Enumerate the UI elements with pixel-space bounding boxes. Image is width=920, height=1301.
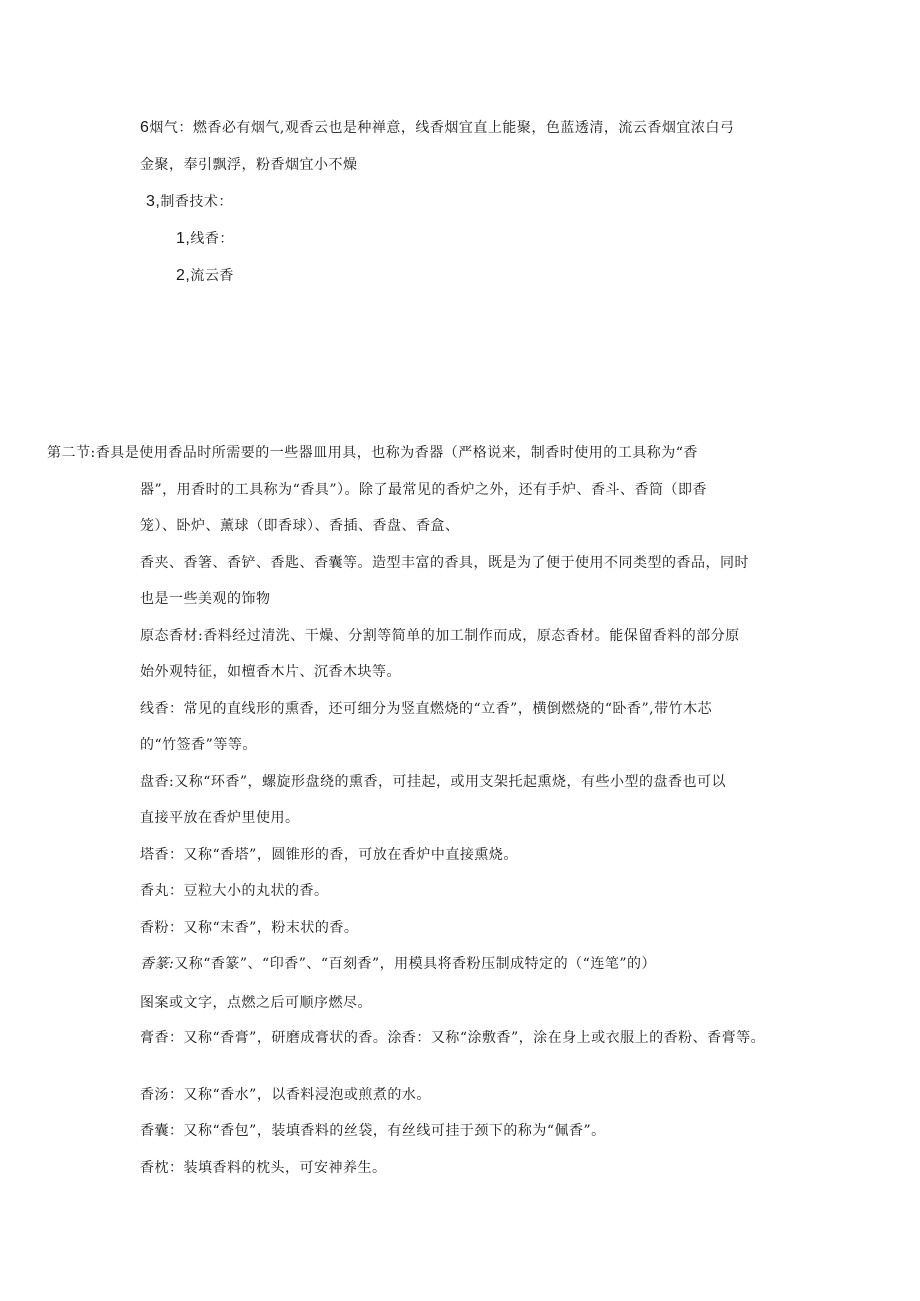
tech-item-2: [176, 267, 234, 285]
taxiang-line: 塔香：又称“香塔”，圆锥形的香，可放在香炉中直接熏烧。: [140, 847, 518, 863]
smoke-paragraph-line-2: 金聚，奉引飘浮，粉香烟宜小不燥: [140, 157, 358, 173]
intro-line-3: 笼）、卧炉、薰球（即香球）、香插、香盘、香盒、: [140, 518, 460, 534]
xiangzhuan-line-2: 图案或文字，点燃之后可顺序燃尽。: [140, 995, 372, 1011]
intro-line-5: 也是一些美观的饰物: [140, 591, 271, 607]
xiangzhuan-line-1: [140, 955, 656, 973]
xiangnang-line: 香囊：又称“香包”，装填香料的丝袋，有丝线可挂于颈下的称为“佩香”。: [140, 1123, 606, 1139]
yuantai-line-2: 始外观特征，如檀香木片、沉香木块等。: [140, 664, 401, 680]
xiangfen-line: 香粉：又称“末香”，粉末状的香。: [140, 920, 359, 936]
xiangzhuan-text: 又称“香篆”、“印香”、“百刻香”，用模具将香粉压制成特定的（“连笔”的）: [174, 956, 656, 972]
intro-line-2: 器”，用香时的工具称为“香具”）。除了最常见的香炉之外，还有手炉、香斗、香筒（即香: [140, 482, 707, 498]
tech-number: 3,: [146, 193, 161, 210]
smoke-paragraph-line-1: [140, 119, 734, 137]
panxiang-line-1: 盘香:又称“环香”，螺旋形盘绕的熏香，可挂起，或用支架托起熏烧，有些小型的盘香也可以: [140, 774, 727, 790]
tech-item-2-number: 2,: [176, 267, 191, 284]
smoke-text: 烟气：燃香必有烟气,观香云也是种禅意，线香烟宜直上能聚，色蓝透清，流云香烟宜浓白弓: [149, 120, 735, 136]
tech-item-2-label: 流云香: [190, 268, 234, 284]
smoke-number: 6: [140, 119, 150, 136]
intro-line-1: 第二节:香具是使用香品时所需要的一些器皿用具，也称为香器（严格说来，制香时使用的工具称为“香: [47, 445, 698, 461]
tech-label: 制香技术：: [160, 194, 233, 210]
tech-item-1-number: 1,: [176, 230, 191, 247]
tech-item-1-label: 线香：: [190, 231, 234, 247]
xiangzhuan-term: 香篆:: [140, 956, 175, 972]
panxiang-line-2: 直接平放在香炉里使用。: [140, 810, 300, 826]
xiangzhen-line: 香枕：装填香料的枕头，可安神养生。: [140, 1160, 387, 1176]
xianxiang-line-2: 的“竹签香”等等。: [140, 737, 257, 753]
yuantai-line-1: 原态香材:香料经过清洗、干燥、分割等简单的加工制作而成，原态香材。能保留香料的部分原: [140, 628, 740, 644]
tech-heading: [146, 193, 233, 211]
gaoxiang-paragraph: 膏香：又称“香膏”，研磨成膏状的香。涂香：又称“涂敷香”，涂在身上或衣服上的香粉、香膏等。: [140, 1030, 766, 1046]
intro-line-4: 香夹、香箸、香铲、香匙、香囊等。造型丰富的香具，既是为了便于使用不同类型的香品，同时: [140, 555, 749, 571]
xianxiang-line-1: 线香：常见的直线形的熏香，还可细分为竖直燃烧的“立香”，横倒燃烧的“卧香”,带竹木芯: [140, 701, 713, 717]
tech-item-1: [176, 230, 234, 248]
xiangtang-line: 香汤：又称“香水”，以香料浸泡或煎煮的水。: [140, 1087, 431, 1103]
xiangwan-line: 香丸：豆粒大小的丸状的香。: [140, 883, 329, 899]
